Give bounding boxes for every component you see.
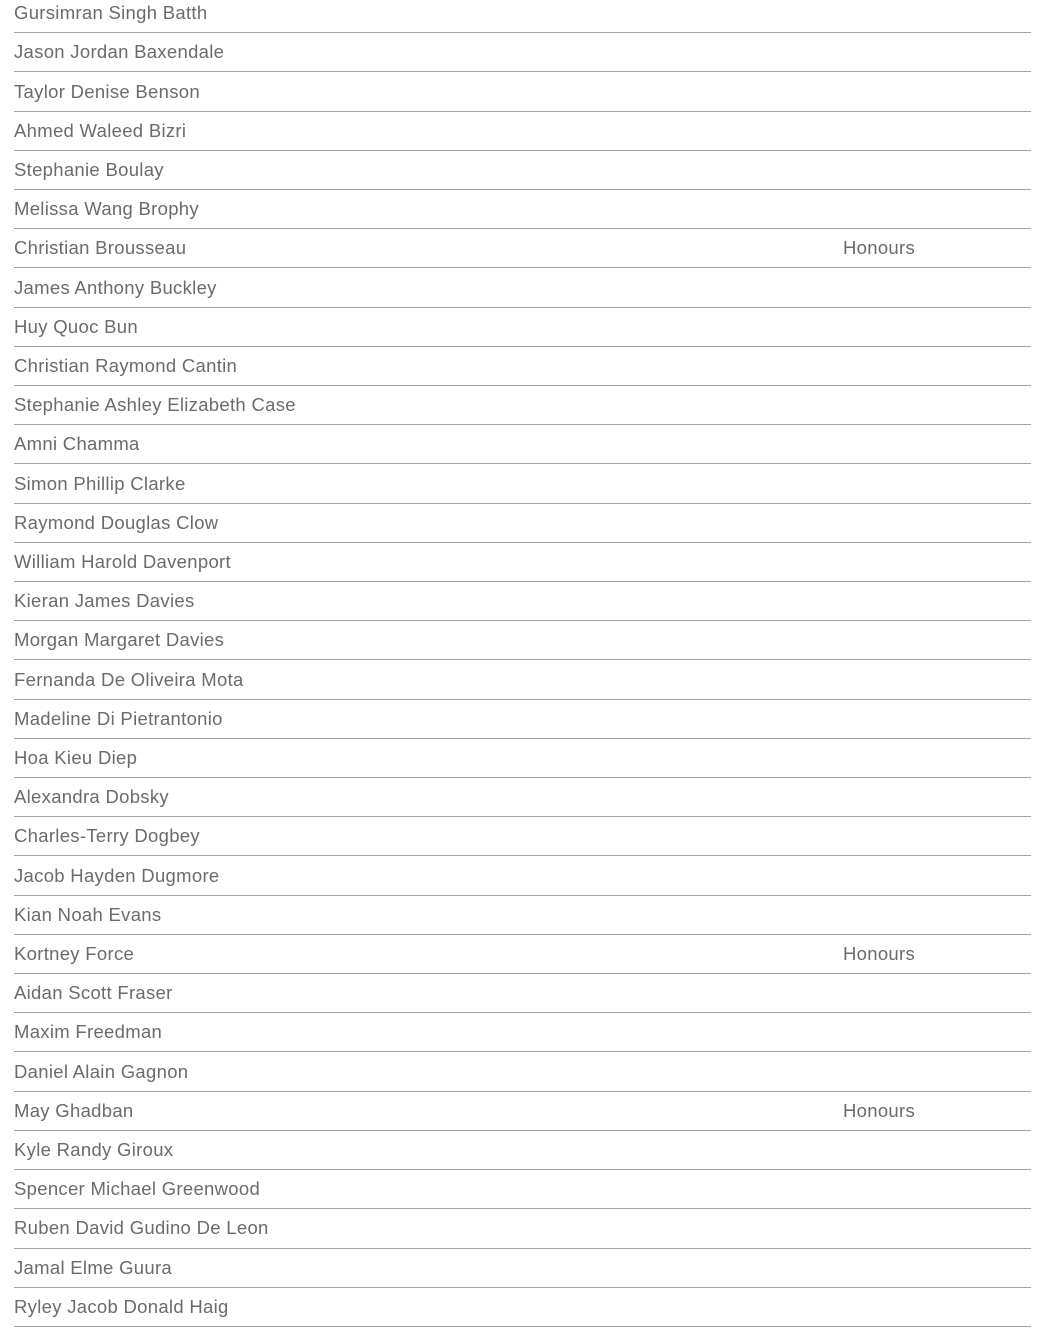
list-item <box>14 425 1031 464</box>
list-item <box>14 1092 1031 1131</box>
graduate-name: Alexandra Dobsky <box>14 786 169 808</box>
honours-label: Honours <box>843 237 916 259</box>
list-item <box>14 1052 1031 1091</box>
list-item <box>14 464 1031 503</box>
list-item <box>14 974 1031 1013</box>
honours-label: Honours <box>843 942 916 964</box>
graduate-name: May Ghadban <box>14 1099 134 1121</box>
list-item <box>14 0 1031 33</box>
list-item <box>14 229 1031 268</box>
list-item <box>14 778 1031 817</box>
list-item <box>14 347 1031 386</box>
list-item <box>14 1131 1031 1170</box>
list-item <box>14 33 1031 72</box>
list-item <box>14 504 1031 543</box>
graduate-name: Aidan Scott Fraser <box>14 982 173 1004</box>
graduate-name: James Anthony Buckley <box>14 276 217 298</box>
graduate-name: Simon Phillip Clarke <box>14 472 186 494</box>
list-item <box>14 817 1031 856</box>
list-item <box>14 1249 1031 1288</box>
graduate-name: Daniel Alain Gagnon <box>14 1060 189 1082</box>
list-item <box>14 660 1031 699</box>
graduate-name: Stephanie Ashley Elizabeth Case <box>14 394 296 416</box>
graduate-name: Jamal Elme Guura <box>14 1256 172 1278</box>
graduate-name: William Harold Davenport <box>14 550 231 572</box>
list-item <box>14 386 1031 425</box>
graduate-name: Kieran James Davies <box>14 590 195 612</box>
graduate-name: Raymond Douglas Clow <box>14 511 219 533</box>
list-item <box>14 935 1031 974</box>
graduate-name: Jacob Hayden Dugmore <box>14 864 220 886</box>
graduate-name: Spencer Michael Greenwood <box>14 1178 261 1200</box>
graduate-name: Morgan Margaret Davies <box>14 629 225 651</box>
list-item <box>14 1170 1031 1209</box>
graduate-name: Stephanie Boulay <box>14 158 164 180</box>
list-item <box>14 1209 1031 1248</box>
list-item <box>14 856 1031 895</box>
graduate-name: Fernanda De Oliveira Mota <box>14 668 244 690</box>
graduate-name: Kyle Randy Giroux <box>14 1138 174 1160</box>
graduate-name: Kian Noah Evans <box>14 903 162 925</box>
graduate-name: Amni Chamma <box>14 433 140 455</box>
list-item <box>14 151 1031 190</box>
graduate-name: Madeline Di Pietrantonio <box>14 707 223 729</box>
list-item <box>14 543 1031 582</box>
list-item <box>14 190 1031 229</box>
list-item <box>14 112 1031 151</box>
list-item <box>14 72 1031 111</box>
graduate-name: Christian Raymond Cantin <box>14 354 238 376</box>
graduate-name: Taylor Denise Benson <box>14 80 200 102</box>
list-item <box>14 739 1031 778</box>
graduates-list <box>14 0 1031 1327</box>
list-item <box>14 268 1031 307</box>
graduate-name: Christian Brousseau <box>14 237 187 259</box>
list-item <box>14 896 1031 935</box>
graduate-name: Charles-Terry Dogbey <box>14 825 200 847</box>
list-item <box>14 1013 1031 1052</box>
honours-label: Honours <box>843 1099 916 1121</box>
graduate-name: Maxim Freedman <box>14 1021 163 1043</box>
graduate-name: Jason Jordan Baxendale <box>14 41 225 63</box>
list-item <box>14 621 1031 660</box>
list-item <box>14 1288 1031 1327</box>
graduate-name: Huy Quoc Bun <box>14 315 138 337</box>
graduate-name: Ruben David Gudino De Leon <box>14 1217 269 1239</box>
graduate-name: Melissa Wang Brophy <box>14 198 199 220</box>
graduate-name: Hoa Kieu Diep <box>14 746 138 768</box>
graduate-name: Gursimran Singh Batth <box>14 2 208 24</box>
graduate-name: Kortney Force <box>14 942 135 964</box>
list-item <box>14 700 1031 739</box>
graduate-name: Ryley Jacob Donald Haig <box>14 1295 229 1317</box>
graduate-name: Ahmed Waleed Bizri <box>14 119 187 141</box>
list-item <box>14 582 1031 621</box>
list-item <box>14 308 1031 347</box>
